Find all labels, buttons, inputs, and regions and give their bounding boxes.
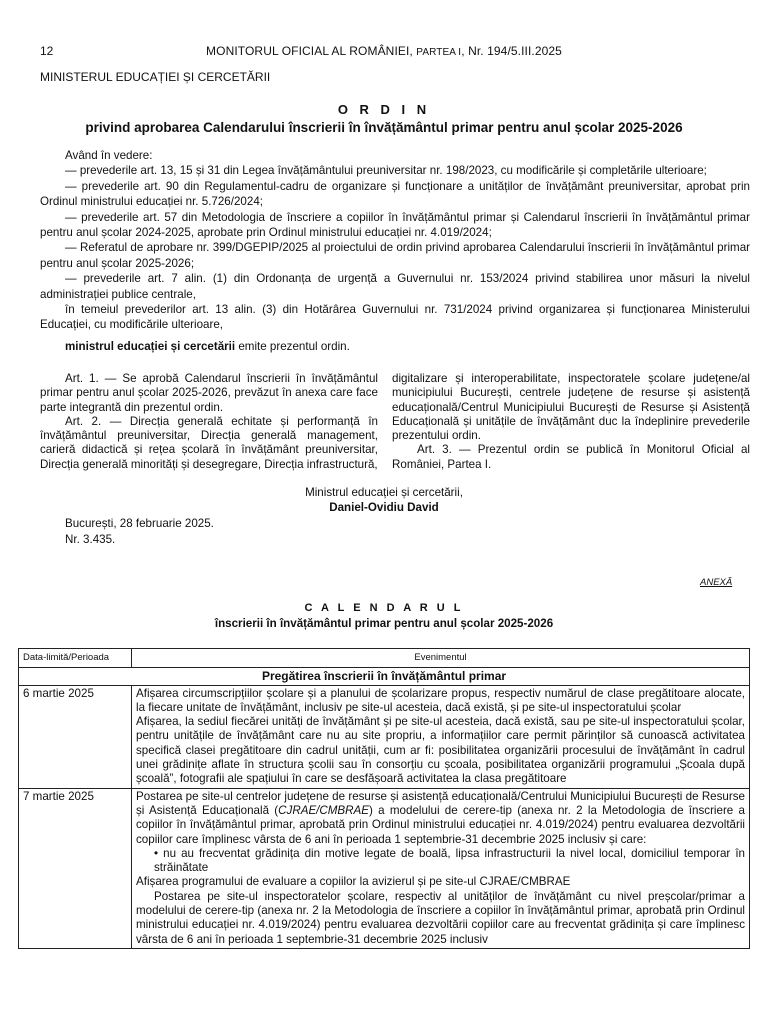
annex-subheading: înscrierii în învățământul primar pentru anul școlar 2025-2026: [214, 617, 554, 630]
signer-name: Daniel-Ovidiu David: [329, 501, 439, 514]
row-events: [132, 788, 750, 948]
row-date: 7 martie 2025: [19, 788, 132, 948]
order-heading: O R D I N: [337, 102, 431, 117]
annex-heading: C A L E N D A R U L: [304, 602, 464, 614]
order-number: Nr. 3.435.: [65, 532, 116, 546]
event-intro: Postarea pe site-ul centrelor județene de resurse și asistență educațională/Centrului Municipiului București de Resurse și Asistență Educațională (: [136, 789, 745, 817]
section-row: [19, 668, 750, 685]
calendar-table: [18, 648, 750, 949]
event-text: Afișarea circumscripțiilor școlare și a planului de școlarizare propus, respectiv numărul de clase pregătitoare alocate, la fiecare unitate de învățământ, inclusiv pe site-ul acesteia, dacă există, și pe site-ul inspectoratului școlar: [136, 686, 745, 714]
event-bullet: • nu au frecventat grădinița din motive legate de boală, lipsa infrastructurii la nivel local, domiciliul temporar în străinătate: [154, 846, 745, 875]
preamble-line: în temeiul prevederilor art. 13 alin. (3) din Hotărârea Guvernului nr. 731/2024 privind organizarea și funcționarea Ministerului Educației, cu modificările ulterioare,: [40, 303, 750, 332]
event-acronym: CJRAE/CMBRAE: [278, 803, 370, 817]
column-header-date: Data-limită/Perioada: [19, 649, 132, 668]
event-text: Afișarea, la sediul fiecărei unități de învățământ și pe site-ul acesteia, dacă există, sau pe site-ul inspectoratului școlar, pentru unitățile de învățământ care nu au site propriu, a informațiilor care permit părinților să cunoască activitatea specifică clasei pregătitoare din cadrul unității, cum ar fi: posibilitatea organizării procesului de învățământ în cadrul unei grădinițe aflate în structura școlii sau în consorțiu cu școala, posibilitatea organizării programului „Școala după școală”, fotografii ale spațiului în care se desfășoară activitatea la clasa pregătitoare: [136, 715, 745, 786]
preamble-line: Având în vedere:: [65, 149, 153, 162]
row-events: [132, 685, 750, 788]
preamble-line: — prevederile art. 7 alin. (1) din Ordonanța de urgență a Guvernului nr. 153/2024 privind stabilirea unor măsuri la nivelul administrației publice centrale,: [40, 272, 750, 301]
table-row: [19, 685, 750, 788]
place-date: București, 28 februarie 2025.: [65, 517, 214, 530]
article-3: Art. 3. — Prezentul ordin se publică în Monitorul Oficial al României, Partea I.: [392, 443, 750, 471]
order-preamble: [40, 148, 750, 333]
table-header-row: [19, 649, 750, 668]
publication-title: [0, 44, 768, 58]
annex-label: ANEXĂ: [700, 577, 733, 588]
preamble-line: — prevederile art. 90 din Regulamentul-cadru de organizare și funcționare a unităților de învățământ preuniversitar, aprobat prin Ordinul ministrului educației nr. 5.726/2024;: [40, 179, 750, 209]
event-intro-rest: ) a modelului de cerere-tip (anexa nr. 2 la Metodologia de înscriere a copiilor în învățământul primar, aprobată prin Ordinul ministrului educației nr. 4.019/2024) pentru evaluarea dezvoltării copiilor care împlinesc vârsta de 6 ani în perioada 1 septembrie-31 decembrie 2025 inclusiv și care:: [136, 803, 745, 846]
declaration-minister: ministrul educației și cercetării: [65, 340, 236, 353]
order-subject: privind aprobarea Calendarului înscrierii în învățământul primar pentru anul școlar 2025-2026: [85, 120, 683, 135]
title-issue: , Nr. 194/5.III.2025: [461, 44, 562, 58]
preamble-line: — prevederile art. 13, 15 și 31 din Legea învățământului preuniversitar nr. 198/2023, cu modificările și completările ulterioare;: [65, 164, 707, 178]
preamble-line: — Referatul de aprobare nr. 399/DGEPIP/2025 al proiectului de ordin privind aprobarea Calendarului înscrierii în învățământul primar pentru anul școlar 2025-2026;: [40, 241, 750, 270]
title-main: MONITORUL OFICIAL AL ROMÂNIEI,: [206, 44, 413, 58]
articles-column-right: [392, 372, 750, 472]
article-2: Art. 2. — Direcția generală echitate și performanță în învățământul preuniversitar, Direcția generală management, carieră didactică și rețea școlară în învățământ preuniversitar, Direcția generală minorități și desegregare, Direcția infrastructură,: [40, 414, 378, 471]
preamble-line: — prevederile art. 57 din Metodologia de înscriere a copiilor în învățământul primar și Calendarul înscrierii în învățământul primar pentru anul școlar 2024-2025, aprobate prin Ordinul ministrului educației nr. 4.019/2024;: [40, 210, 750, 240]
order-declaration: [65, 340, 350, 353]
declaration-text: emite prezentul ordin.: [235, 340, 350, 353]
title-part: PARTEA I: [416, 47, 462, 58]
place-date-block: [65, 516, 214, 547]
articles-column-left: [40, 372, 378, 472]
signer-title: Ministrul educației și cercetării,: [305, 486, 463, 499]
article-2-continued: digitalizare și interoperabilitate, inspectoratele școlare județene/al municipiului București, centrele județene de resurse și asistență educațională/Centrul Municipiului București de Resurse și Asistență Educațională și unitățile de învățământ duc la îndeplinire prevederile prezentului ordin.: [392, 372, 750, 443]
issuer-name: MINISTERUL EDUCAȚIEI ȘI CERCETĂRII: [40, 70, 271, 84]
page-number: 12: [40, 44, 54, 58]
article-1: Art. 1. — Se aprobă Calendarul înscrierii în învățământul primar pentru anul școlar 2025-2026, prevăzut în anexa care face parte integrantă din prezentul ordin.: [40, 372, 378, 414]
row-date: 6 martie 2025: [19, 685, 132, 788]
column-header-event: Evenimentul: [132, 649, 750, 668]
event-text: Postarea pe site-ul inspectoratelor școlare, respectiv al unităților de învățământ cu nivel preșcolar/primar a modelului de cerere-tip (anexa nr. 2 la Metodologia de înscriere a copiilor în învățământul primar, aprobată prin Ordinul ministrului educației nr. 4.019/2024) pentru evaluarea dezvoltării copiilor care au frecventat grădinița și care împlinesc vârsta de 6 ani în perioada 1 septembrie-31 decembrie 2025 inclusiv: [136, 889, 745, 946]
table-row: [19, 788, 750, 948]
section-title: Pregătirea înscrierii în învățământul primar: [19, 668, 750, 685]
event-text: [136, 790, 745, 847]
event-text: Afișarea programului de evaluare a copiilor la avizierul și pe site-ul CJRAE/CMBRAE: [136, 875, 571, 889]
